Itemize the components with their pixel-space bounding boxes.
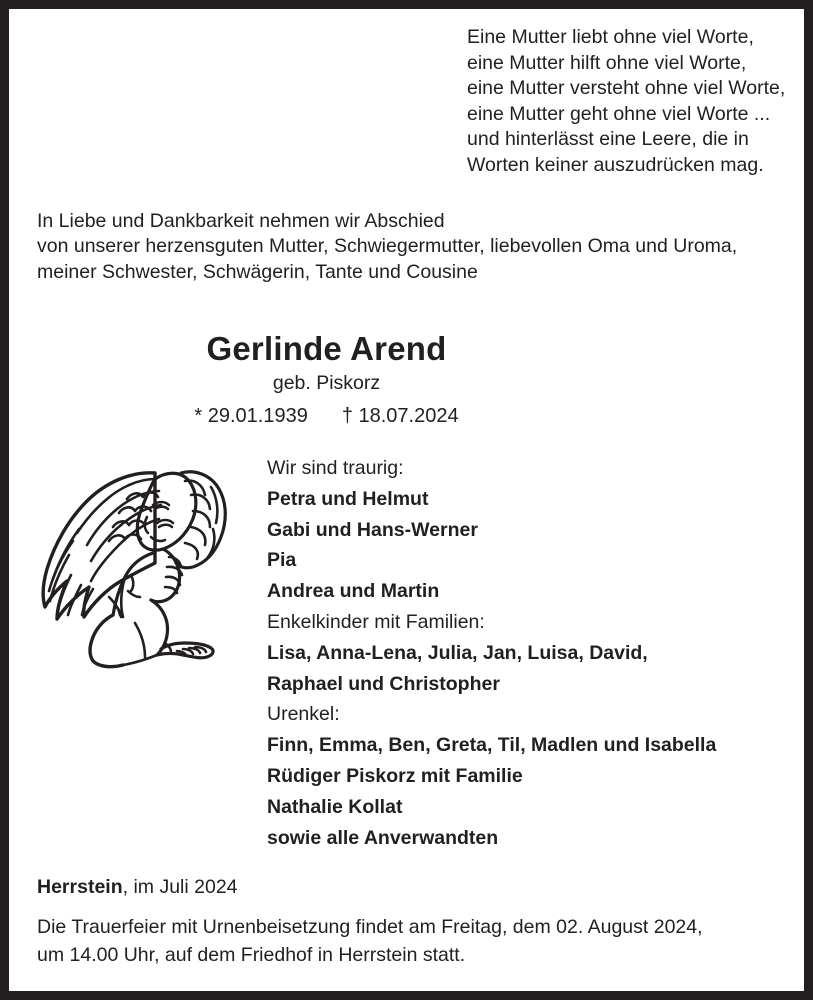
- deceased-block: [27, 329, 786, 431]
- memorial-poem: [467, 25, 786, 179]
- intro-line-2: von unserer herzensguten Mutter, Schwiegermutter, liebevollen Oma und Uroma,: [37, 235, 738, 258]
- deceased-maiden-name: geb. Piskorz: [272, 372, 381, 395]
- mourner-name-7: Raphael und Christopher: [267, 672, 500, 695]
- mourner-name-9: Finn, Emma, Ben, Greta, Til, Madlen und Isabella: [267, 734, 717, 757]
- mourners-heading: Wir sind traurig:: [267, 457, 404, 480]
- notice-inner: [9, 9, 804, 991]
- intro-text: [37, 209, 786, 286]
- body-area: [27, 453, 786, 873]
- poem-line-1: Eine Mutter liebt ohne viel Worte,: [467, 26, 754, 48]
- poem-line-5: und hinterlässt eine Leere, die in: [467, 128, 749, 151]
- mourner-label-5: Enkelkinder mit Familien:: [267, 611, 485, 634]
- death-date: † 18.07.2024: [341, 405, 459, 428]
- poem-line-6: Worten keiner auszudrücken mag.: [467, 153, 764, 176]
- mourner-name-1: Petra und Helmut: [267, 487, 429, 510]
- mourner-name-3: Pia: [267, 549, 297, 572]
- life-dates: [27, 401, 626, 431]
- mourner-label-8: Urenkel:: [267, 703, 340, 726]
- mourner-name-10: Rüdiger Piskorz mit Familie: [267, 765, 523, 788]
- footer-block: [37, 873, 703, 969]
- mourner-name-6: Lisa, Anna-Lena, Julia, Jan, Luisa, David,: [267, 641, 648, 664]
- ceremony-line-1: Die Trauerfeier mit Urnenbeisetzung findet am Freitag, dem 02. August 2024,: [37, 916, 703, 938]
- birth-date: * 29.01.1939: [194, 405, 308, 428]
- ceremony-details: [37, 913, 703, 969]
- mourner-name-12: sowie alle Anverwandten: [267, 826, 499, 849]
- mourners-list: [267, 453, 716, 853]
- poem-line-2: eine Mutter hilft ohne viel Worte,: [467, 51, 747, 74]
- mourner-name-2: Gabi und Hans-Werner: [267, 518, 478, 541]
- place-name: Herrstein: [37, 876, 123, 898]
- poem-line-4: eine Mutter geht ohne viel Worte ...: [467, 102, 771, 125]
- mourning-angel-icon: [35, 457, 241, 669]
- poem-line-3: eine Mutter versteht ohne viel Worte,: [467, 77, 786, 100]
- place-date-suffix: , im Juli 2024: [122, 876, 238, 898]
- mourner-name-4: Andrea und Martin: [267, 580, 440, 603]
- ceremony-line-2: um 14.00 Uhr, auf dem Friedhof in Herrstein statt.: [37, 944, 466, 966]
- intro-line-1: In Liebe und Dankbarkeit nehmen wir Abschied: [37, 209, 445, 232]
- deceased-name: Gerlinde Arend: [206, 330, 447, 368]
- intro-line-3: meiner Schwester, Schwägerin, Tante und Cousine: [37, 260, 478, 283]
- place-and-date: [37, 873, 703, 901]
- mourner-name-11: Nathalie Kollat: [267, 795, 403, 818]
